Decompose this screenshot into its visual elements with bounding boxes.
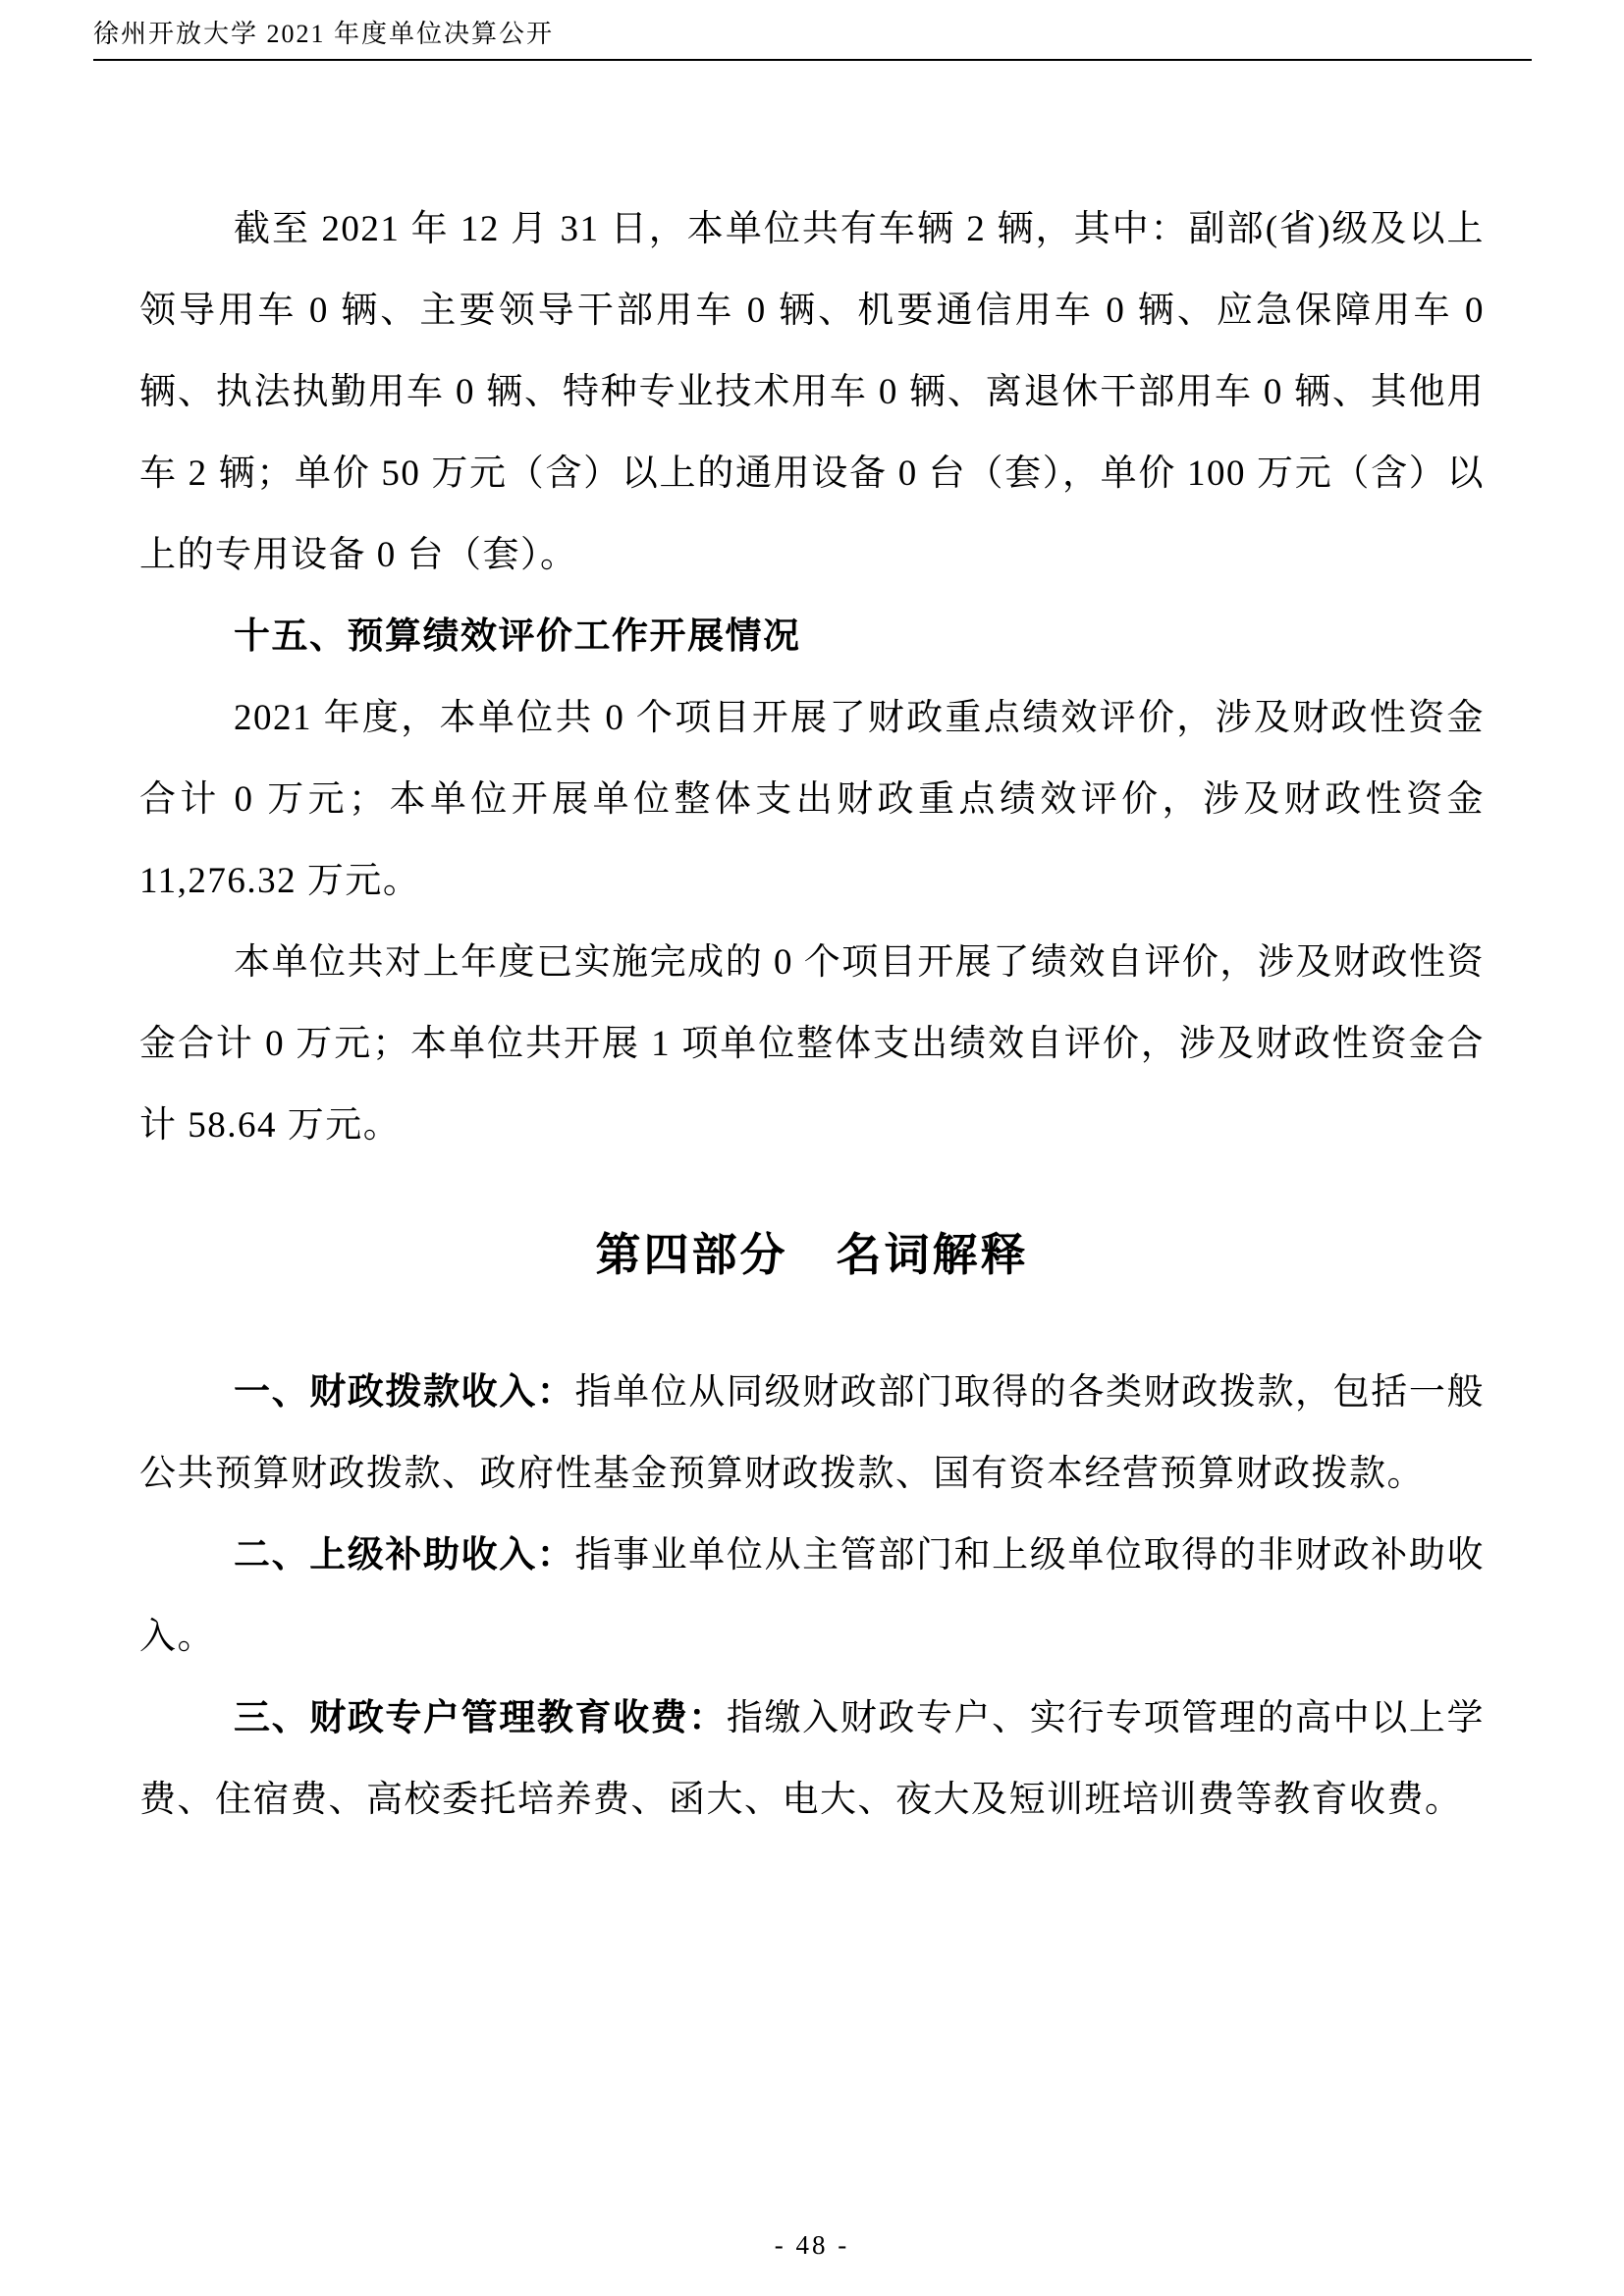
- term-1-text: 指单位从同级财政部门取得的各类财政拨款，包括一般公共预算财政拨款、政府性基金预算财政拨款、国有资本经营预算财政拨款。: [139, 1372, 1485, 1494]
- paragraph-performance-evaluation-2: 本单位共对上年度已实施完成的 0 个项目开展了绩效自评价，涉及财政性资金合计 0 万元；本单位共开展 1 项单位整体支出绩效自评价，涉及财政性资金合计 58.64 万元。: [139, 942, 1485, 1146]
- term-definition-1: [139, 1352, 1485, 1515]
- term-3-label: 三、财政专户管理教育收费：: [234, 1698, 727, 1738]
- page-header: [93, 14, 1532, 61]
- term-1-label: 一、财政拨款收入：: [234, 1372, 575, 1413]
- section-heading-performance-evaluation: 十五、预算绩效评价工作开展情况: [234, 616, 801, 657]
- term-3-text: 指缴入财政专户、实行专项管理的高中以上学费、住宿费、高校委托培养费、函大、电大、夜大及短训班培训费等教育收费。: [139, 1698, 1485, 1820]
- document-body: [139, 188, 1485, 1841]
- part4-heading: 第四部分 名词解释: [595, 1230, 1029, 1280]
- paragraph-vehicles-and-equipment: 截至 2021 年 12 月 31 日，本单位共有车辆 2 辆，其中：副部(省)级及以上领导用车 0 辆、主要领导干部用车 0 辆、机要通信用车 0 辆、应急保障用车 0 辆、执法执勤用车 0 辆、特种专业技术用车 0 辆、离退休干部用车 0 辆、其他用车 2 辆；单价 50 万元（含）以上的通用设备 0 台（套），单价 100 万元（含）以上的专用设备 0 台（套）。: [139, 209, 1485, 575]
- header-title: 徐州开放大学 2021 年度单位决算公开: [93, 20, 555, 48]
- term-2-label: 二、上级补助收入：: [234, 1535, 575, 1575]
- term-definition-3: [139, 1678, 1485, 1841]
- term-definition-2: [139, 1515, 1485, 1678]
- page-number: - 48 -: [774, 2230, 850, 2260]
- paragraph-performance-evaluation-1: 2021 年度，本单位共 0 个项目开展了财政重点绩效评价，涉及财政性资金合计 0 万元；本单位开展单位整体支出财政重点绩效评价，涉及财政性资金 11,276.32 万元。: [139, 698, 1485, 901]
- page-footer: [0, 2230, 1624, 2261]
- term-2-text: 指事业单位从主管部门和上级单位取得的非财政补助收入。: [139, 1535, 1485, 1657]
